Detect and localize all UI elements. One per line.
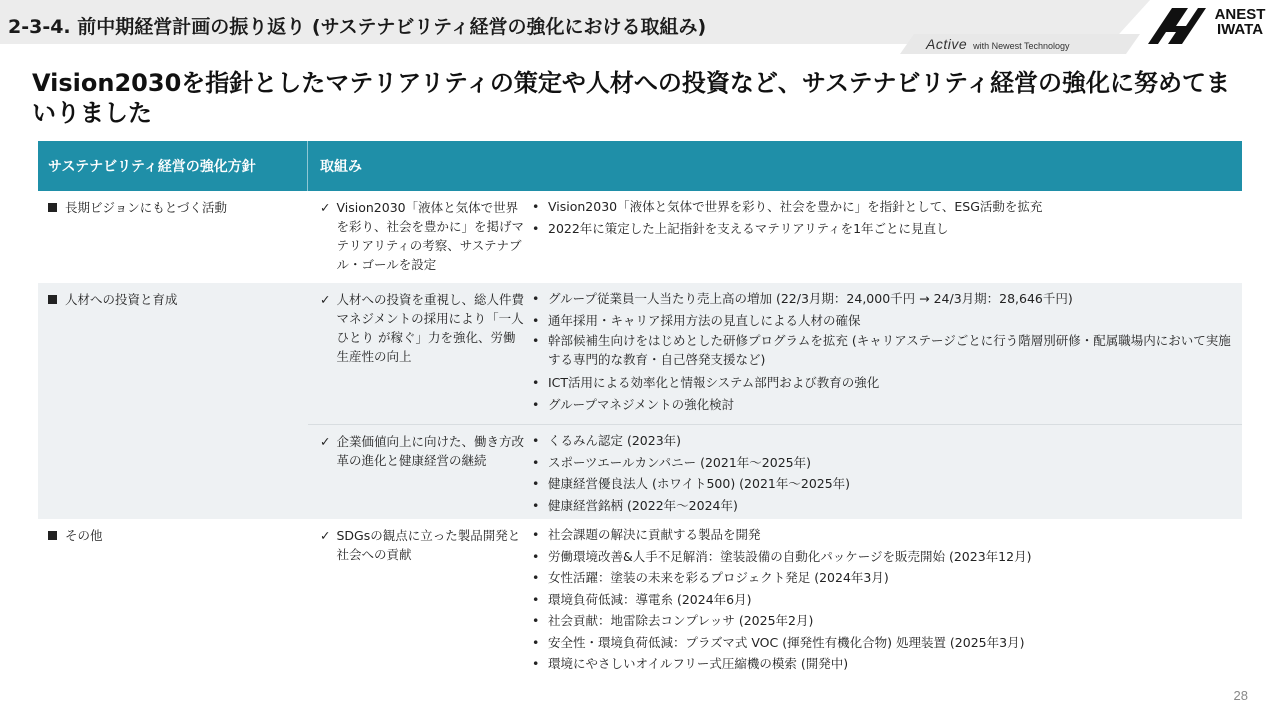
detail-item: • 幹部候補生向けをはじめとした研修プログラムを拡充 (キャリアステージごとに行う階層別研修・配属職場内において実施する専門的な教育・自己啓発支援など) — [530, 331, 1238, 372]
detail-item: • スポーツエールカンパニー (2021年～2025年) — [530, 452, 1238, 474]
detail-item: • 女性活躍：塗装の未来を彩るプロジェクト発足 (2024年3月) — [530, 567, 1238, 589]
initiative-cell — [308, 191, 530, 283]
details-cell — [530, 425, 1242, 519]
top-header-bar — [0, 0, 1280, 52]
section-title: 2-3-4. 前中期経営計画の振り返り (サステナビリティ経営の強化における取組み) — [8, 16, 707, 38]
slide-headline: Vision2030を指針としたマテリアリティの策定や人材への投資など、サステナビリティ経営の強化に努めてまいりました — [32, 69, 1231, 127]
col-header-policy: サステナビリティ経営の強化方針 — [38, 141, 308, 191]
detail-item: • 安全性・環境負荷低減：プラズマ式 VOC (揮発性有機化合物) 処理装置 (2025年3月) — [530, 632, 1238, 654]
square-bullet-icon — [48, 295, 57, 304]
tagline-sub: with Newest Technology — [973, 41, 1070, 51]
initiative-text: SDGsの観点に立った製品開発と社会への貢献 — [336, 528, 521, 562]
table-row — [308, 425, 1242, 519]
detail-item: • 環境にやさしいオイルフリー式圧縮機の模索 (開発中) — [530, 653, 1238, 675]
detail-item: • 健康経営銘柄 (2022年～2024年) — [530, 495, 1238, 517]
checkmark-icon: ✓ — [320, 292, 331, 307]
initiative-text: 企業価値向上に向けた、働き方改革の進化と健康経営の継続 — [336, 434, 524, 468]
policy-cell — [38, 191, 308, 283]
logo-line-1: ANEST — [1214, 6, 1266, 23]
policy-text: 長期ビジョンにもとづく活動 — [65, 200, 228, 215]
initiative-cell — [308, 283, 530, 424]
initiative-text: Vision2030「液体と気体で世界を彩り、社会を豊かに」を掲げマテリアリティの考察、サステナブル・ゴールを設定 — [336, 200, 524, 272]
details-cell — [530, 283, 1242, 424]
policy-text: その他 — [65, 528, 103, 543]
logo-text — [1206, 7, 1274, 37]
initiative-cell — [308, 425, 530, 519]
detail-item: • 社会貢献：地雷除去コンプレッサ (2025年2月) — [530, 610, 1238, 632]
detail-item: • 健康経営優良法人 (ホワイト500) (2021年～2025年) — [530, 473, 1238, 495]
detail-item: • ICT活用による効率化と情報システム部門および教育の強化 — [530, 372, 1238, 394]
policy-text: 人材への投資と育成 — [65, 292, 178, 307]
table-row — [38, 519, 1242, 681]
policy-cell — [38, 283, 308, 519]
checkmark-icon: ✓ — [320, 528, 331, 543]
col-header-initiatives: 取組み — [320, 159, 362, 175]
logo-line-2: IWATA — [1216, 21, 1264, 38]
detail-item: • 労働環境改善&人手不足解消：塗装設備の自動化パッケージを販売開始 (2023年12月) — [530, 546, 1238, 568]
initiative-cell — [308, 519, 530, 681]
policy-cell — [38, 519, 308, 681]
detail-item: • 2022年に策定した上記指針を支えるマテリアリティを1年ごとに見直し — [530, 218, 1238, 240]
detail-item: • グループ従業員一人当たり売上高の増加 (22/3月期：24,000千円 → 24/3月期：28,646千円) — [530, 288, 1238, 310]
table-row-group — [38, 283, 1242, 519]
detail-item: • 環境負荷低減：導電糸 (2024年6月) — [530, 589, 1238, 611]
details-cell — [530, 191, 1242, 283]
table-header — [38, 141, 1242, 191]
detail-item: • Vision2030「液体と気体で世界を彩り、社会を豊かに」を指針として、ESG活動を拡充 — [530, 196, 1238, 218]
detail-item: • グループマネジメントの強化検討 — [530, 394, 1238, 416]
square-bullet-icon — [48, 203, 57, 212]
tagline-main: Active — [926, 36, 968, 52]
detail-item: • 社会課題の解決に貢献する製品を開発 — [530, 524, 1238, 546]
initiative-text: 人材への投資を重視し、総人件費マネジメントの採用により「一人ひとり が稼ぐ」力を強化、労働生産性の向上 — [336, 292, 524, 364]
tagline — [926, 34, 1070, 54]
detail-item: • くるみん認定 (2023年) — [530, 430, 1238, 452]
table-row — [308, 283, 1242, 424]
page-number: 28 — [1233, 688, 1248, 703]
detail-item: • 通年採用・キャリア採用方法の見直しによる人材の確保 — [530, 310, 1238, 332]
sub-rows — [308, 283, 1242, 519]
square-bullet-icon — [48, 531, 57, 540]
details-cell — [530, 519, 1242, 681]
checkmark-icon: ✓ — [320, 434, 331, 449]
table-row — [38, 191, 1242, 283]
initiatives-table — [38, 141, 1242, 681]
checkmark-icon: ✓ — [320, 200, 331, 215]
